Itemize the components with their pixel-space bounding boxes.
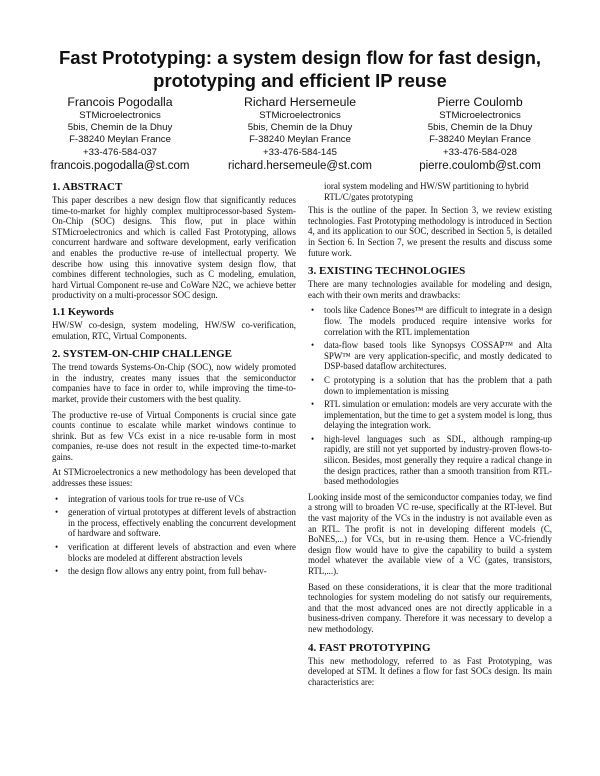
right-column [308, 181, 552, 692]
list-item: • integration of various tools for true re-use of VCs [52, 494, 296, 505]
author-name: Francois Pogodalla [67, 95, 173, 109]
author-street: 5bis, Chemin de la Dhuy [427, 122, 533, 134]
list-item: • C prototyping is a solution that has the problem that a path down to implementation is missing [308, 375, 552, 396]
based-paragraph: Based on these considerations, it is clear that the more traditional technologies for system modeling do not satisfy our requirements, and that the most advanced ones are not directly applicable in a business-driven company. Therefore it was necessary to develop a new methodology. [308, 581, 552, 634]
keywords-text: HW/SW co-design, system modeling, HW/SW co-verification, emulation, RTC, Virtual Components. [52, 319, 296, 341]
paper-title: Fast Prototyping: a system design flow for fast design, prototyping and efficient IP reuse [58, 47, 542, 91]
author-org: STMicroelectronics [259, 110, 341, 121]
author-org: STMicroelectronics [439, 110, 521, 121]
fast-prototyping-heading: 4. FAST PROTOTYPING [308, 641, 431, 654]
methodology-bullet-list [52, 494, 296, 577]
list-item: • the design flow allows any entry point, from full behav- [52, 566, 296, 577]
author-email: francois.pogodalla@st.com [50, 159, 190, 172]
left-column [52, 181, 296, 582]
author-email: richard.hersemeule@st.com [228, 159, 372, 172]
author-2 [210, 95, 390, 174]
looking-paragraph: Looking inside most of the semiconductor companies today, we find a strong will to broaden VC re-use, specifically at the RT-level. But the vast majority of the VCs in the industry is not available even as an RTL. The profit is not in developing different models (C, BoNES,...) for VCs, but in re-using them. Hence a VC-friendly design flow would have to give the capability to build a system model whatever the available view of a VC (gates, transistors, RTL,...). [308, 491, 552, 576]
author-name: Richard Hersemeule [243, 95, 357, 109]
soc-paragraph-1: The trend towards Systems-On-Chip (SOC), now widely promoted in the industry, creates many issues that the semiconductor companies have to face in order to, while improving the time-to-market, provide their customers with the best quality. [52, 362, 296, 404]
existing-intro: There are many technologies available for modeling and design, each with their own merits and drawbacks: [308, 279, 552, 300]
author-street: 5bis, Chemin de la Dhuy [67, 122, 173, 134]
abstract-text: This paper describes a new design flow that significantly reduces time-to-market for highly complex multiprocessor-based System-On-Chip (SOC) designs. This flow, put in place within STMicroelectronics and which is called Fast Prototyping, allows concurrent hardware and software development, early verification and enables the productive re-use of intellectual property. We describe how using this innovative system design flow, that combines different technologies, such as C modeling, emulation, hard Virtual Component re-use and CoWare N2C, we achieve better productivity on a multi-processor SOC design. [52, 195, 296, 301]
abstract-heading: 1. ABSTRACT [52, 181, 123, 193]
keywords-heading: 1.1 Keywords [52, 306, 114, 318]
list-item: • verification at different levels of abstraction and even where blocks are modeled at different abstraction levels [52, 542, 296, 563]
bullet-continuation: ioral system modeling and HW/SW partitioning to hybrid RTL/C/gates prototyping [324, 181, 529, 202]
soc-paragraph-3: At STMicroelectronics a new methodology has been developed that addresses these issues: [52, 467, 296, 489]
fast-prototyping-text: This new methodology, referred to as Fast Prototyping, was developed at STM. It defines a flow for fast SOCs design. Its main characteristics are: [308, 655, 552, 687]
soc-challenge-heading: 2. SYSTEM-ON-CHIP CHALLENGE [52, 348, 232, 361]
list-item: • data-flow based tools like Synopsys COSSAP™ and Alta SPW™ are very application-specific, and mostly dedicated to DSP-based dataflow architectures. [308, 340, 552, 372]
author-phone: +33-476-584-037 [83, 146, 157, 158]
author-name: Pierre Coulomb [437, 95, 523, 109]
list-item: • tools like Cadence Bones™ are difficult to integrate in a design flow. The models produced require intensive works for correlation with the RTL implementation [308, 305, 552, 337]
author-org: STMicroelectronics [79, 110, 161, 121]
list-item: • high-level languages such as SDL, although ramping-up rapidly, are still not yet supported by industry-proven flows-to-silicon. Besides, most generally they require a radical change in the design practices, rather than a smooth transition from RTL-based methodologies [308, 434, 552, 487]
existing-technologies-heading: 3. EXISTING TECHNOLOGIES [308, 265, 466, 278]
author-city: F-38240 Meylan France [69, 134, 171, 146]
list-item: • generation of virtual prototypes at different levels of abstraction in the process, effectively enabling the concurrent development of hardware and software. [52, 507, 296, 539]
author-phone: +33-476-584-028 [443, 146, 517, 158]
technologies-bullet-list [308, 305, 552, 487]
author-city: F-38240 Meylan France [429, 134, 531, 146]
author-1 [30, 95, 210, 174]
outline-paragraph: This is the outline of the paper. In Section 3, we review existing technologies. Fast Prototyping methodology is introduced in Section 4, and its application to our SOC, described in Section 5, is detailed in Section 6. In Section 7, we present the results and discuss some future work. [308, 205, 552, 258]
author-phone: +33-476-584-145 [263, 146, 337, 158]
author-3 [390, 95, 570, 174]
soc-paragraph-2: The productive re-use of Virtual Components is crucial since gate counts continue to escalate while market windows continue to shrink. But as few VCs exist in a nice re-usable form in most companies, re-use does not result in the expected time-to-market gains. [52, 409, 296, 462]
list-item: • RTL simulation or emulation: models are very accurate with the implementation, but the time to get a system model is long, thus delaying the integration work. [308, 399, 552, 431]
author-street: 5bis, Chemin de la Dhuy [247, 122, 353, 134]
author-city: F-38240 Meylan France [249, 134, 351, 146]
author-email: pierre.coulomb@st.com [419, 159, 541, 172]
